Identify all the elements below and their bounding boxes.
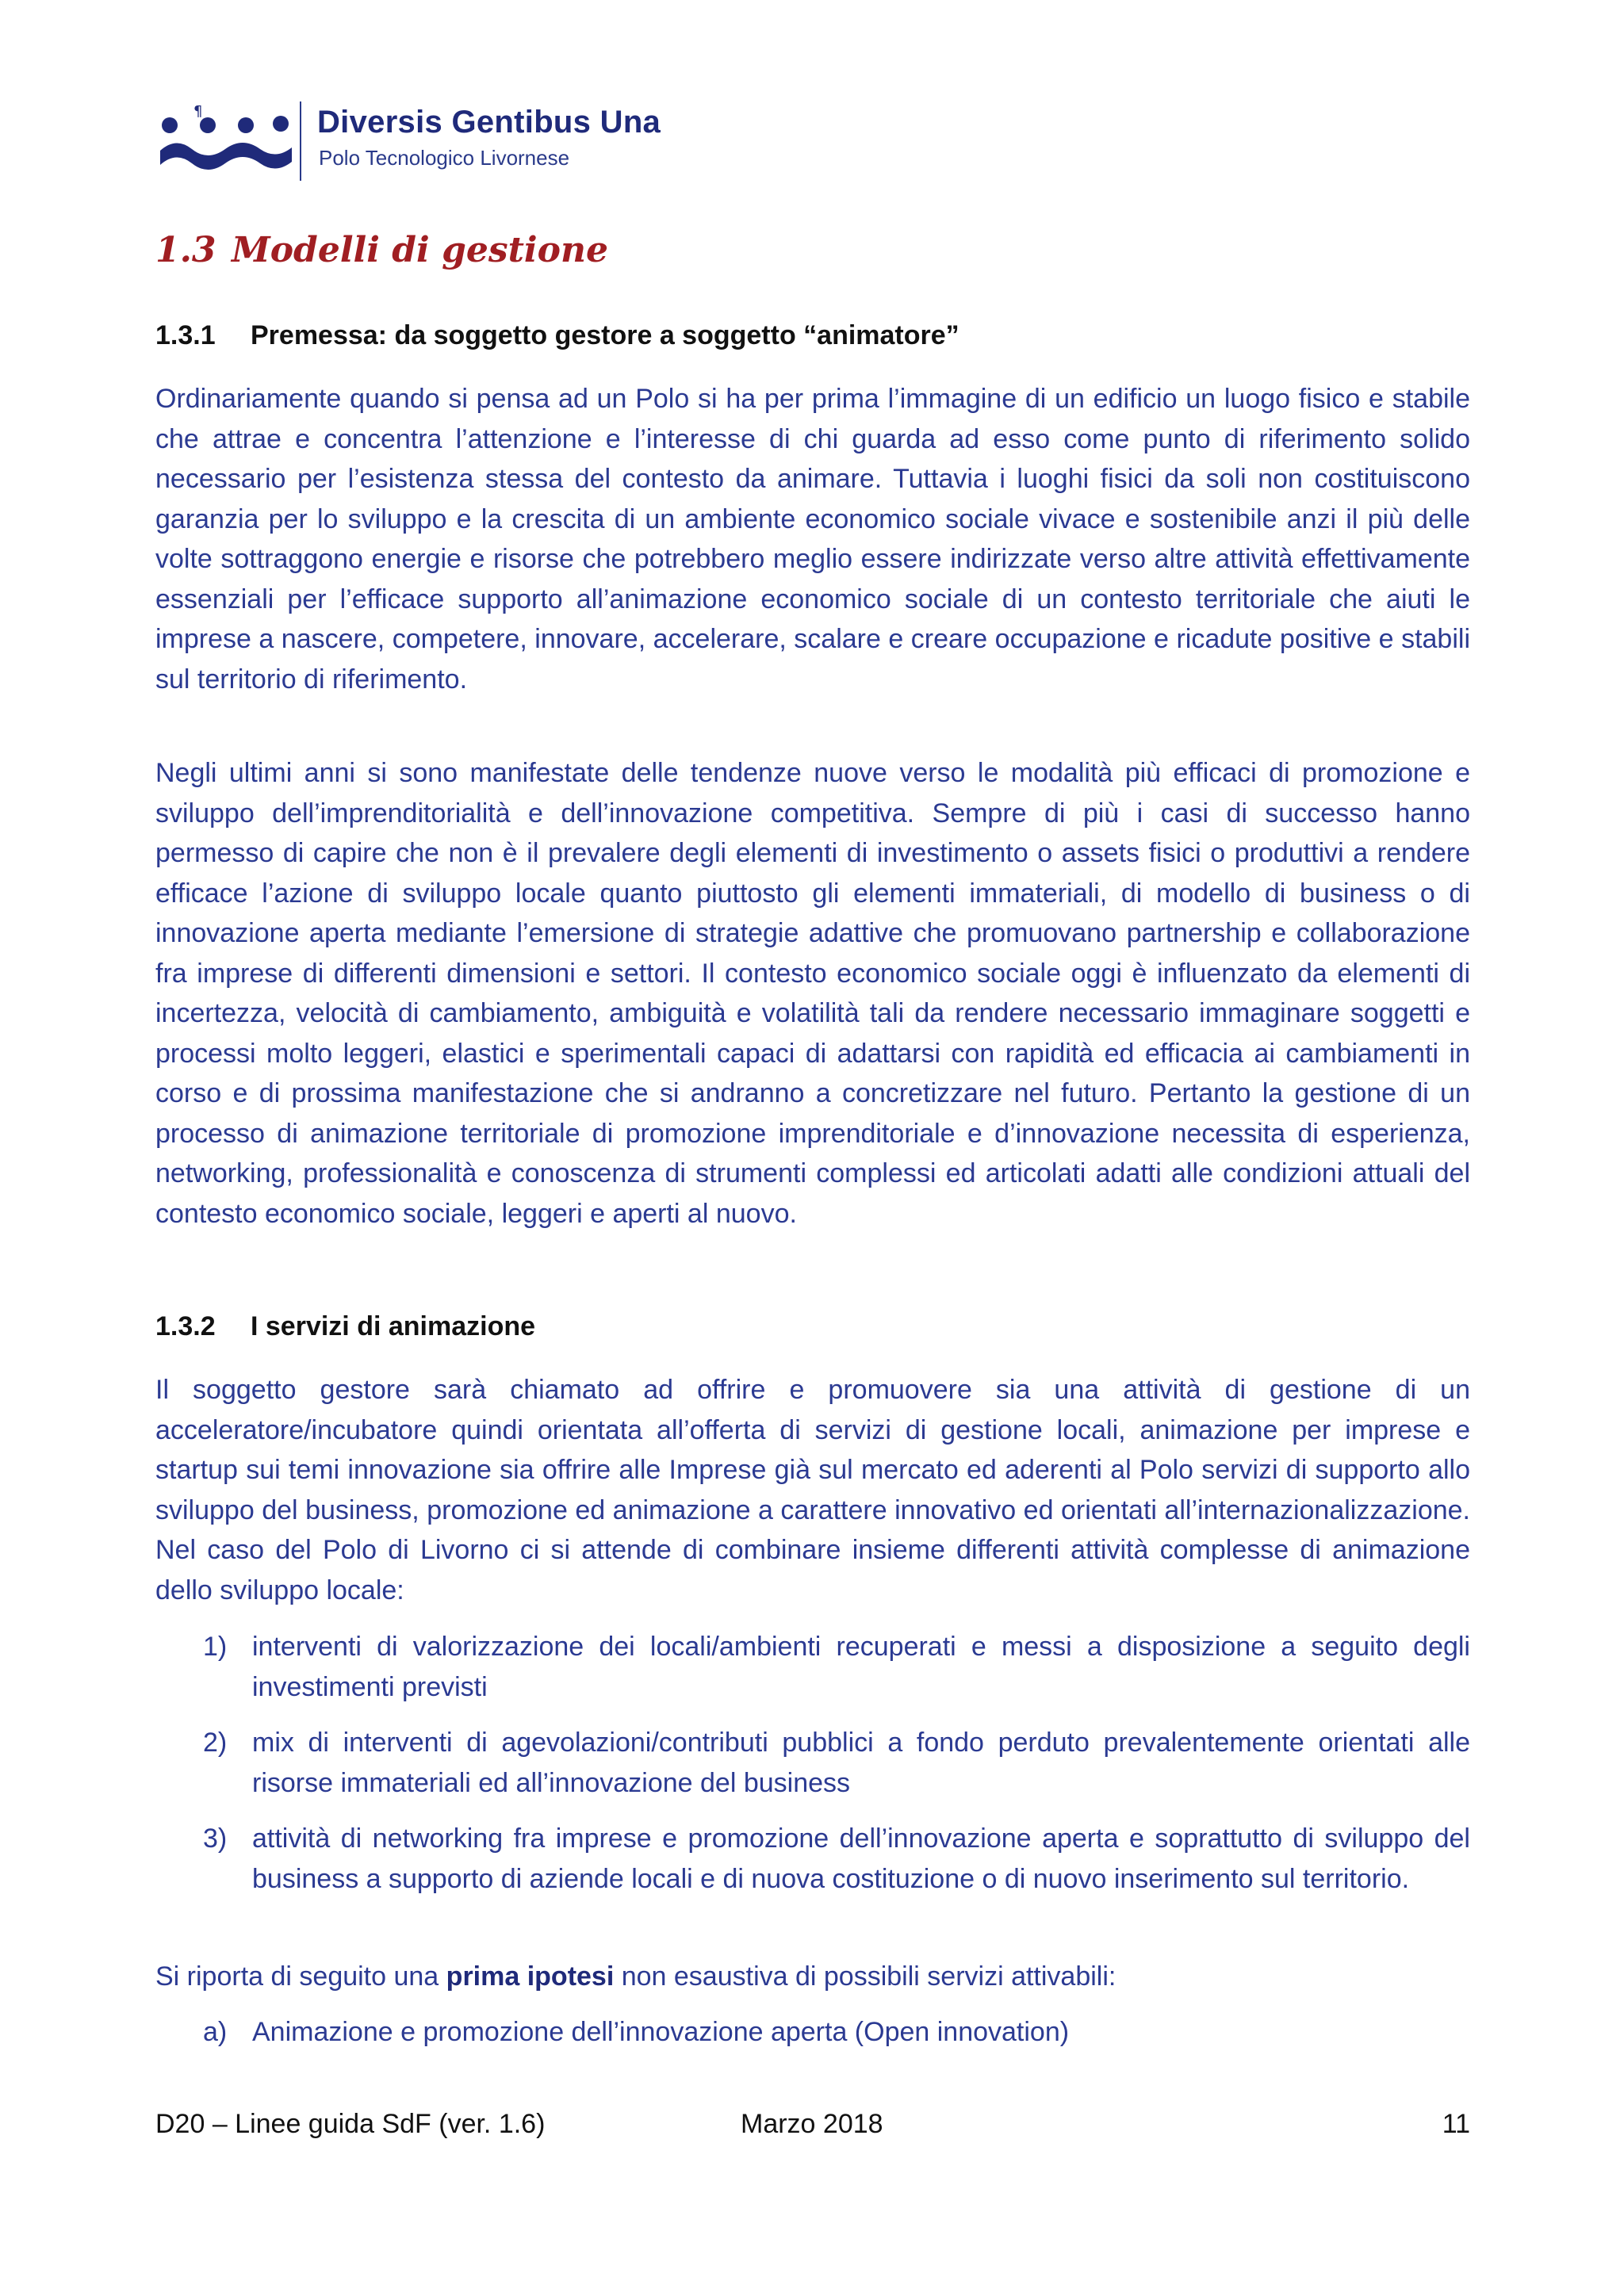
section-heading <box>155 230 608 270</box>
footer-doc-id: D20 – Linee guida SdF (ver. 1.6) <box>155 2109 546 2139</box>
subsection-heading-1 <box>155 320 959 351</box>
list-marker: a) <box>203 2017 228 2047</box>
list-item <box>155 1819 1470 1899</box>
list-item-text: interventi di valorizzazione dei locali/ambienti recuperati e messi a disposizione a seguito degli investimenti previsti <box>252 1632 1470 1702</box>
list-marker: 2) <box>203 1728 228 1758</box>
section-title: Modelli di gestione <box>232 230 608 270</box>
logo-title: Diversis Gentibus Una <box>317 105 661 140</box>
footer-page-number: 11 <box>1442 2109 1470 2139</box>
footer-date: Marzo 2018 <box>741 2109 883 2139</box>
services-intro <box>155 1957 1116 1997</box>
list-item-text: mix di interventi di agevolazioni/contributi pubblici a fondo perduto prevalentemente orientati alle risorse immateriali ed all’innovazione del business <box>252 1728 1470 1798</box>
logo-subtitle: Polo Tecnologico Livornese <box>319 146 570 170</box>
list-marker: 3) <box>203 1823 228 1854</box>
list-item-text: Animazione e promozione dell’innovazione aperta (Open innovation) <box>252 2017 1070 2047</box>
list-marker: 1) <box>203 1632 228 1662</box>
paragraph-premessa-2: Negli ultimi anni si sono manifestate delle tendenze nuove verso le modalità più efficaci di promozione e sviluppo dell’imprenditorialità e dell’innovazione competitiva. Sempre di più i casi di successo hanno permesso di capire che non è il prevalere degli elementi di investimento o assets fisici o produttivi a rendere efficace l’azione di sviluppo locale quanto piuttosto gli elementi immateriali, di modello di business o di innovazione aperta mediante l’emersione di strategie adattive che promuovano partnership e collaborazione fra imprese di differenti dimensioni e settori. Il contesto economico sociale oggi è influenzato da elementi di incertezza, velocità di cambiamento, ambiguità e volatilità tali da rendere necessario immaginare soggetti e processi molto leggeri, elastici e sperimentali capaci di adattarsi con rapidità ed efficacia ai cambiamenti in corso e di prossima manifestazione che si andranno a concretizzare nel futuro. Pertanto la gestione di un processo di animazione territoriale di promozione imprenditoriale e d’innovazione necessita di esperienza, networking, professionalità e conoscenza di strumenti complessi ed articolati adatti alle condizioni attuali del contesto economico sociale, leggeri e aperti al nuovo. <box>155 758 1470 1229</box>
section-number: 1.3 <box>155 230 216 270</box>
list-item <box>155 1723 1470 1803</box>
activities-list <box>155 1627 1470 1899</box>
services-list <box>155 2012 1470 2053</box>
subsection-title-2: I servizi di animazione <box>251 1311 536 1341</box>
list-item <box>155 2012 1470 2053</box>
services-intro-bold: prima ipotesi <box>446 1961 615 1992</box>
paragraph-servizi: Il soggetto gestore sarà chiamato ad offrire e promuovere sia una attività di gestione di un acceleratore/incubatore quindi orientata all’offerta di servizi di gestione locali, animazione per imprese e startup sui temi innovazione sia offrire alle Imprese già sul mercato ed aderenti al Polo servizi di supporto allo sviluppo del business, promozione ed animazione a carattere innovativo ed orientati all’internazionalizzazione. Nel caso del Polo di Livorno ci si attende di combinare insieme differenti attività complesse di animazione dello sviluppo locale: <box>155 1375 1470 1605</box>
logo-divider <box>300 101 301 181</box>
logo <box>159 97 666 186</box>
services-intro-start: Si riporta di seguito una <box>155 1961 446 1992</box>
list-item <box>155 1627 1470 1707</box>
list-item-text: attività di networking fra imprese e promozione dell’innovazione aperta e soprattutto di sviluppo del business a supporto di aziende locali e di nuova costituzione o di nuovo inserimento sul territorio. <box>252 1823 1470 1894</box>
logo-mark-icon <box>159 101 293 181</box>
subsection-title-1: Premessa: da soggetto gestore a soggetto “animatore” <box>251 320 959 350</box>
subsection-heading-2 <box>155 1311 535 1342</box>
services-intro-end: non esaustiva di possibili servizi attivabili: <box>614 1961 1116 1992</box>
subsection-number-2: 1.3.2 <box>155 1311 216 1341</box>
subsection-number-1: 1.3.1 <box>155 320 216 350</box>
paragraph-premessa-1: Ordinariamente quando si pensa ad un Polo si ha per prima l’immagine di un edificio un luogo fisico e stabile che attrae e concentra l’attenzione e l’interesse di chi guarda ad esso come punto di riferimento solido necessario per l’esistenza stessa del contesto da animare. Tuttavia i luoghi fisici da soli non costituiscono garanzia per lo sviluppo e la crescita di un ambiente economico sociale vivace e sostenibile anzi il più delle volte sottraggono energie e risorse che potrebbero meglio essere indirizzate verso altre attività effettivamente essenziali per l’efficace supporto all’animazione economico sociale di un contesto territoriale che aiuti le imprese a nascere, competere, innovare, accelerare, scalare e creare occupazione e ricadute positive e stabili sul territorio di riferimento. <box>155 384 1470 695</box>
logo-mark-glyph: ¶ <box>193 103 203 120</box>
